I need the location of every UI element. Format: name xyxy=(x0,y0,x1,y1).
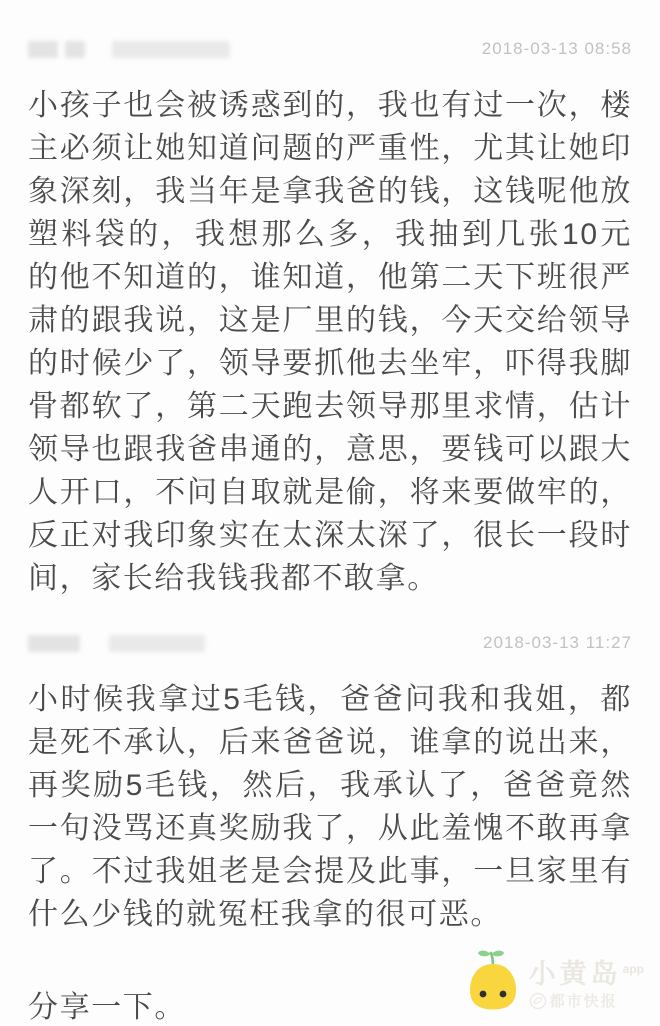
blurred-username-segment xyxy=(112,41,230,58)
share-note-text: 分享一下。 xyxy=(28,991,186,1024)
blurred-username-segment xyxy=(28,41,58,58)
comment-body-text: 小孩子也会被诱惑到的，我也有过一次，楼主必须让她知道问题的严重性，尤其让她印象深刻，我当年是拿我爸的钱，这钱呢他放塑料袋的，我想那么多，我抽到几张10元的他不知道的，谁知道，他第二天下班很严肃的跟我说，这是厂里的钱，今天交给领导的时候少了，领导要抓他去坐牢，吓得我脚骨都软了，第二天跑去领导那里求情，估计领导也跟我爸串通的，意思，要钱可以跟大人开口，不问自取就是偷，将来要做牢的，反正对我印象实在太深太深了，很长一段时间，家长给我钱我都不敢拿。 xyxy=(28,89,632,595)
username-blurred xyxy=(28,635,225,652)
comment-timestamp: 2018-03-13 08:58 xyxy=(481,39,632,58)
blurred-username-segment xyxy=(65,41,85,58)
source-watermark: 都市快报 xyxy=(529,990,644,1011)
comment-timestamp: 2018-03-13 11:27 xyxy=(483,633,632,652)
comment-header xyxy=(28,600,632,656)
blurred-username-segment xyxy=(28,635,80,652)
comment-header xyxy=(28,0,632,62)
app-watermark xyxy=(465,949,644,1013)
comment-body-text: 小时候我拿过5毛钱，爸爸问我和我姐，都是死不承认，后来爸爸说，谁拿的说出来，再奖励5毛钱，然后，我承认了，爸爸竟然一句没骂还真奖励我了，从此羞愧不敢再拿了。不过我姐老是会提及此事，一旦家里有什么少钱的就冤枉我拿的很可恶。 xyxy=(28,683,632,931)
yellow-sprout-mascot-icon xyxy=(465,949,521,1013)
blurred-username-segment xyxy=(109,635,205,652)
comment-block-2 xyxy=(28,600,632,936)
app-name-watermark: 小黄岛$^{app}$ xyxy=(528,959,644,989)
source-stamp-icon xyxy=(529,992,547,1010)
comment-block-1 xyxy=(28,0,632,600)
username-blurred xyxy=(28,41,230,58)
watermark-text xyxy=(529,961,644,1013)
